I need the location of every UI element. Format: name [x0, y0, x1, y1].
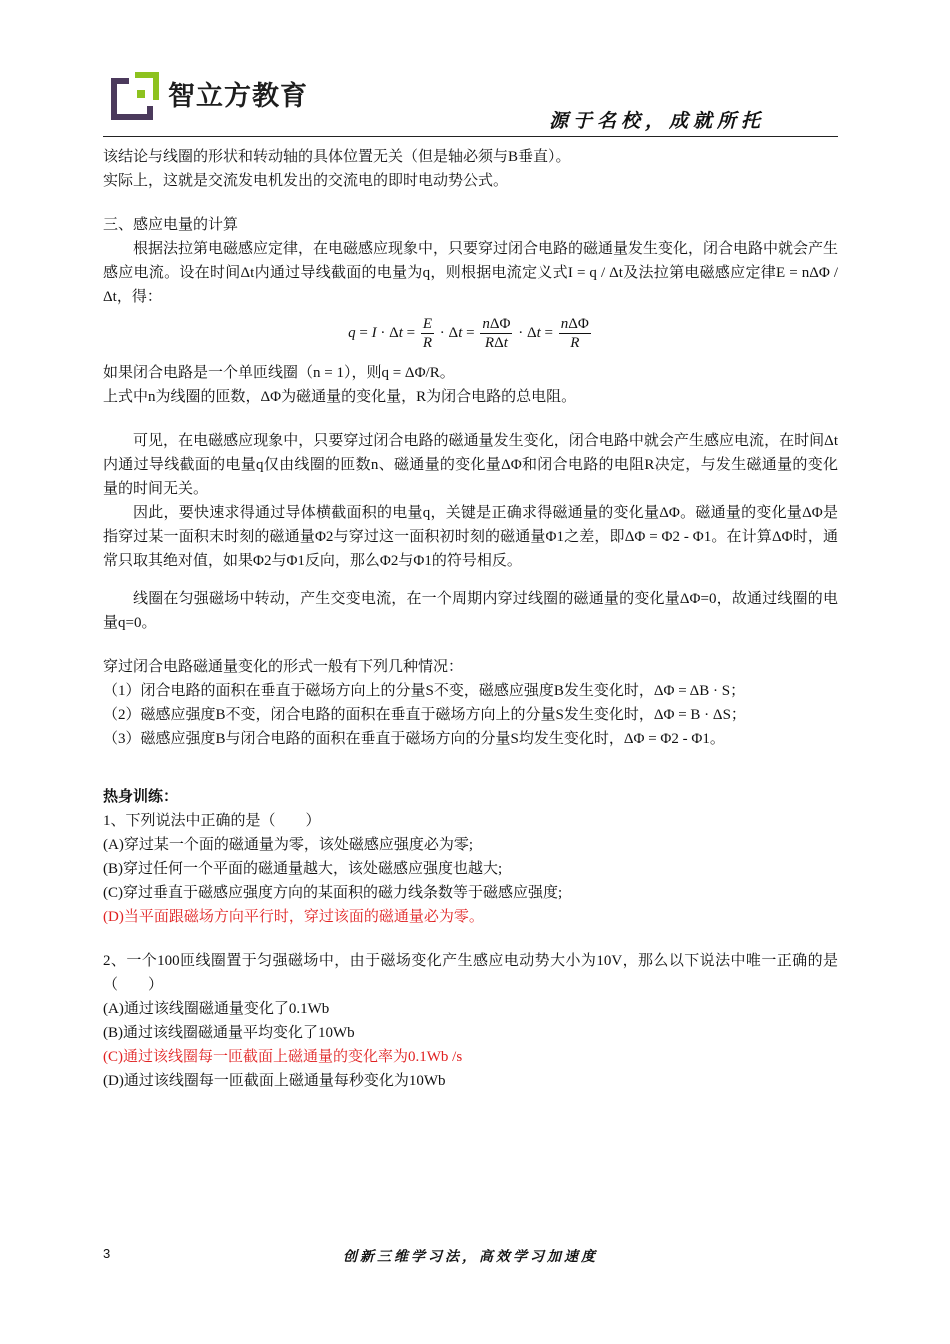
question-1-stem: 1、下列说法中正确的是（ ）: [103, 813, 321, 829]
question-1-option-a: (A)穿过某一个面的磁通量为零，该处磁感应强度必为零;: [103, 837, 473, 853]
case-1: （1）闭合电路的面积在垂直于磁场方向上的分量S不变，磁感应强度B发生变化时，ΔΦ = ΔB · S；: [103, 683, 746, 699]
header-slogan: 源于名校，成就所托: [548, 110, 765, 132]
paragraph-single-turn: 如果闭合电路是一个单匝线圈（n = 1），则q = ΔΦ/R。: [103, 365, 455, 381]
page-number: 3: [103, 1246, 111, 1261]
header-divider: [103, 136, 838, 137]
brand-name: 智立方教育: [168, 81, 308, 112]
paragraph-symbols: 上式中n为线圈的匝数，ΔΦ为磁通量的变化量，R为闭合电路的总电阻。: [103, 389, 577, 405]
question-2-stem: 2、一个100匝线圈置于匀强磁场中，由于磁场变化产生感应电动势大小为10V，那么以下说法中唯一正确的是（ ）: [103, 953, 838, 993]
paragraph-conclusion: 可见，在电磁感应现象中，只要穿过闭合电路的磁通量发生变化，闭合电路中就会产生感应电流，在时间Δt内通过导线截面的电量q仅由线圈的匝数n、磁通量的变化量ΔΦ和闭合电路的电阻R决定，与发生磁通量的变化量的时间无关。: [103, 433, 838, 497]
section-title-charge: 三、感应电量的计算: [103, 217, 239, 233]
footer-slogan: 创新三维学习法，高效学习加速度: [343, 1249, 598, 1265]
case-3: （3）磁感应强度B与闭合电路的面积在垂直于磁场方向的分量S均发生变化时，ΔΦ = Φ2 - Φ1。: [103, 731, 725, 747]
question-1-option-c: (C)穿过垂直于磁感应强度方向的某面积的磁力线条数等于磁感应强度;: [103, 885, 563, 901]
case-2: （2）磁感应强度B不变，闭合电路的面积在垂直于磁场方向上的分量S发生变化时，ΔΦ = B · ΔS；: [103, 707, 746, 723]
warmup-title: 热身训练：: [103, 789, 179, 805]
question-2-option-c-answer: (C)通过该线圈每一匝截面上磁通量的变化率为0.1Wb /s: [103, 1049, 463, 1065]
question-2-option-d: (D)通过该线圈每一匝截面上磁通量每秒变化为10Wb: [103, 1073, 446, 1089]
question-2-option-b: (B)通过该线圈磁通量平均变化了10Wb: [103, 1025, 355, 1041]
question-1-option-b: (B)穿过任何一个平面的磁通量越大，该处磁感应强度也越大;: [103, 861, 503, 877]
paragraph-flux-change: 因此，要快速求得通过导体横截面积的电量q，关键是正确求得磁通量的变化量ΔΦ。磁通量的变化量ΔΦ是指穿过某一面积末时刻的磁通量Φ2与穿过这一面积初时刻的磁通量Φ1之差，即ΔΦ = Φ2 - Φ1。在计算ΔΦ时，通常只取其绝对值，如果Φ2与Φ1反向，那么Φ2与Φ1的符号相反。: [103, 505, 838, 569]
paragraph-faraday: 根据法拉第电磁感应定律，在电磁感应现象中，只要穿过闭合电路的磁通量发生变化，闭合电路中就会产生感应电流。设在时间Δt内通过导线截面的电量为q，则根据电流定义式I = q / Δt及法拉第电磁感应定律E = nΔΦ / Δt，得：: [103, 241, 839, 305]
paragraph-cases-intro: 穿过闭合电路磁通量变化的形式一般有下列几种情况：: [103, 659, 464, 675]
paragraph-rotation: 线圈在匀强磁场中转动，产生交变电流，在一个周期内穿过线圈的磁通量的变化量ΔΦ=0，故通过线圈的电量q=0。: [103, 591, 838, 631]
line-ac-formula: 实际上，这就是交流发电机发出的交流电的即时电动势公式。: [103, 173, 509, 189]
line-conclusion: 该结论与线圈的形状和转动轴的具体位置无关（但是轴必须与B垂直）。: [103, 149, 571, 165]
question-2-option-a: (A)通过该线圈磁通量变化了0.1Wb: [103, 1001, 330, 1017]
formula-charge: q = I · Δt = $\frac{E}{R}$ · Δt = $\frac{\text{nΔΦ}}{\text{RΔt}}$ · Δt = $\frac{\text{nΔΦ}}{R}$: [348, 316, 589, 351]
question-1-option-d-answer: (D)当平面跟磁场方向平行时，穿过该面的磁通量必为零。: [103, 909, 484, 925]
page-content: [103, 145, 838, 1093]
